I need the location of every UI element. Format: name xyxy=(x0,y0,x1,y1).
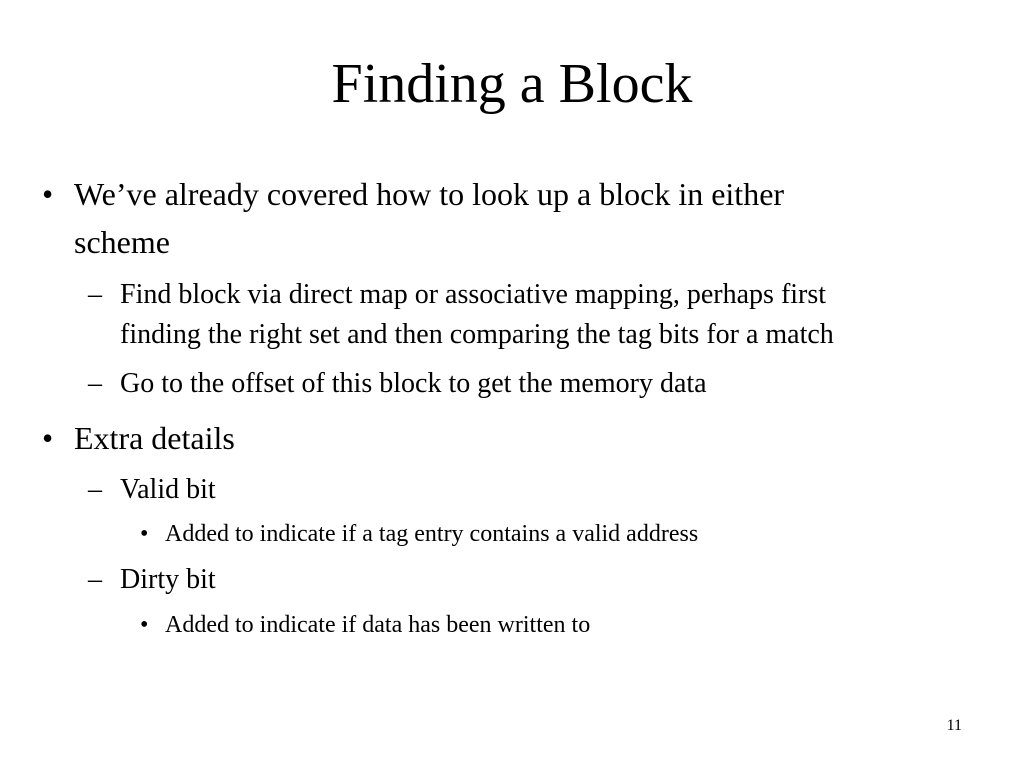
subbullet-text-line: Dirty bit xyxy=(120,564,216,595)
subsubbullet-text-line: Added to indicate if a tag entry contains a valid address xyxy=(165,521,699,547)
page-number: 11 xyxy=(946,717,962,734)
subsubbullet-marker: • xyxy=(140,521,149,547)
bullet-marker: • xyxy=(42,420,54,456)
bullet-text-line: Extra details xyxy=(74,420,235,456)
subbullet-text-line: finding the right set and then comparing the tag bits for a match xyxy=(120,319,834,350)
bullet-text-line: scheme xyxy=(74,224,170,260)
slide-title: Finding a Block xyxy=(331,53,693,115)
subbullet-marker: – xyxy=(88,474,102,505)
subbullet-text-line: Find block via direct map or associative mapping, perhaps first xyxy=(120,279,827,310)
subbullet-text-line: Valid bit xyxy=(120,474,216,505)
subbullet-marker: – xyxy=(88,279,102,310)
subsubbullet-marker: • xyxy=(140,612,149,638)
subsubbullet-text-line: Added to indicate if data has been written to xyxy=(165,612,591,638)
bullet-marker: • xyxy=(42,176,54,212)
subbullet-marker: – xyxy=(88,564,102,595)
bullet-text-line: We’ve already covered how to look up a block in either xyxy=(74,176,785,212)
subbullet-marker: – xyxy=(88,368,102,399)
subbullet-text-line: Go to the offset of this block to get the memory data xyxy=(120,368,707,399)
